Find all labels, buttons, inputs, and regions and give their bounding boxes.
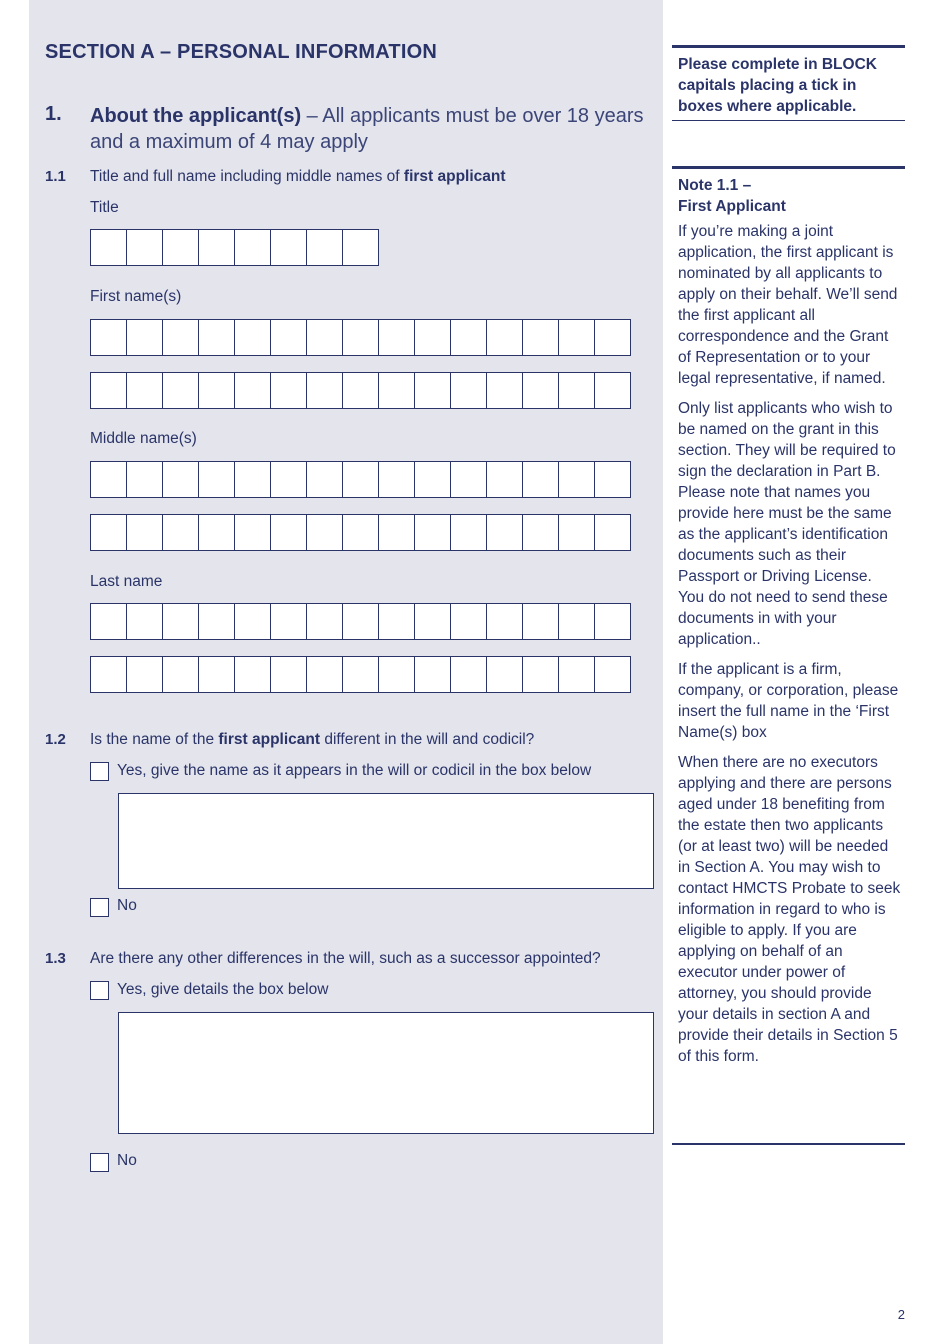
character-box[interactable] bbox=[450, 372, 487, 409]
character-box[interactable] bbox=[522, 372, 559, 409]
character-box[interactable] bbox=[270, 372, 307, 409]
first-name-label: First name(s) bbox=[90, 288, 182, 305]
question-1-2-number: 1.2 bbox=[45, 731, 66, 748]
character-box[interactable] bbox=[522, 319, 559, 356]
character-box[interactable] bbox=[90, 656, 127, 693]
question-1-number: 1. bbox=[45, 103, 62, 125]
sidebar-rule-note-bottom bbox=[672, 1143, 905, 1145]
character-box[interactable] bbox=[558, 514, 595, 551]
note-paragraph: When there are no executors applying and there are persons aged under 18 benefiting from the estate then two applicants (or at least two) will be needed in Section A. You may wish to contact HMCTS Probate to seek information in regard to who is eligible to apply. If you are applying on behalf of an executor under power of attorney, you should provide your details in section A and provide their details in Section 5 of this form. bbox=[678, 754, 901, 1065]
question-1-text bbox=[90, 103, 660, 155]
question-1-1-text-bold: first applicant bbox=[403, 168, 506, 185]
character-box[interactable] bbox=[126, 514, 163, 551]
character-box[interactable] bbox=[306, 461, 343, 498]
character-box[interactable] bbox=[162, 229, 199, 266]
character-box[interactable] bbox=[414, 656, 451, 693]
middle-name-input-row-1[interactable] bbox=[90, 461, 630, 498]
q1-3-no-checkbox[interactable] bbox=[90, 1153, 109, 1172]
character-box[interactable] bbox=[90, 229, 127, 266]
character-box[interactable] bbox=[558, 461, 595, 498]
character-box[interactable] bbox=[594, 372, 631, 409]
character-box[interactable] bbox=[378, 603, 415, 640]
character-box[interactable] bbox=[378, 461, 415, 498]
character-box[interactable] bbox=[522, 461, 559, 498]
character-box[interactable] bbox=[378, 514, 415, 551]
character-box[interactable] bbox=[306, 229, 343, 266]
character-box[interactable] bbox=[306, 319, 343, 356]
character-box[interactable] bbox=[90, 603, 127, 640]
character-box[interactable] bbox=[162, 514, 199, 551]
character-box[interactable] bbox=[486, 603, 523, 640]
character-box[interactable] bbox=[342, 319, 379, 356]
character-box[interactable] bbox=[450, 461, 487, 498]
character-box[interactable] bbox=[594, 603, 631, 640]
character-box[interactable] bbox=[414, 514, 451, 551]
character-box[interactable] bbox=[198, 514, 235, 551]
character-box[interactable] bbox=[126, 603, 163, 640]
character-box[interactable] bbox=[198, 229, 235, 266]
character-box[interactable] bbox=[90, 319, 127, 356]
character-box[interactable] bbox=[162, 656, 199, 693]
sidebar-rule-instruction-bottom bbox=[672, 120, 905, 121]
character-box[interactable] bbox=[306, 514, 343, 551]
character-box[interactable] bbox=[162, 461, 199, 498]
first-name-input-row-1[interactable] bbox=[90, 319, 630, 356]
q1-3-no-label: No bbox=[117, 1152, 137, 1169]
character-box[interactable] bbox=[414, 603, 451, 640]
note-body bbox=[678, 221, 902, 1076]
first-name-input-row-2[interactable] bbox=[90, 372, 630, 409]
character-box[interactable] bbox=[90, 461, 127, 498]
note-heading bbox=[678, 175, 902, 217]
character-box[interactable] bbox=[234, 603, 271, 640]
character-box[interactable] bbox=[126, 319, 163, 356]
character-box[interactable] bbox=[198, 461, 235, 498]
question-1-2-text-before: Is the name of the bbox=[90, 731, 219, 748]
character-box[interactable] bbox=[198, 603, 235, 640]
q1-2-yes-label: Yes, give the name as it appears in the will or codicil in the box below bbox=[117, 762, 592, 779]
q1-2-no-checkbox[interactable] bbox=[90, 898, 109, 917]
middle-name-input-row-2[interactable] bbox=[90, 514, 630, 551]
middle-name-label: Middle name(s) bbox=[90, 430, 197, 447]
q1-2-yes-checkbox[interactable] bbox=[90, 762, 109, 781]
character-box[interactable] bbox=[90, 514, 127, 551]
character-box[interactable] bbox=[234, 656, 271, 693]
question-1-2-text bbox=[90, 731, 534, 749]
character-box[interactable] bbox=[378, 319, 415, 356]
q1-2-name-textarea[interactable] bbox=[118, 793, 654, 889]
title-input-row[interactable] bbox=[90, 229, 378, 266]
character-box[interactable] bbox=[558, 372, 595, 409]
character-box[interactable] bbox=[126, 372, 163, 409]
note-heading-line-1: Note 1.1 – bbox=[678, 177, 752, 194]
last-name-input-row-1[interactable] bbox=[90, 603, 630, 640]
character-box[interactable] bbox=[198, 372, 235, 409]
sidebar-rule-top bbox=[672, 45, 905, 48]
character-box[interactable] bbox=[558, 656, 595, 693]
character-box[interactable] bbox=[162, 372, 199, 409]
character-box[interactable] bbox=[594, 514, 631, 551]
character-box[interactable] bbox=[522, 656, 559, 693]
character-box[interactable] bbox=[270, 229, 307, 266]
question-1-title: About the applicant(s) bbox=[90, 105, 302, 127]
character-box[interactable] bbox=[522, 514, 559, 551]
q1-3-yes-checkbox[interactable] bbox=[90, 981, 109, 1000]
character-box[interactable] bbox=[306, 603, 343, 640]
question-1-1-text bbox=[90, 168, 506, 186]
character-box[interactable] bbox=[126, 461, 163, 498]
character-box[interactable] bbox=[126, 229, 163, 266]
character-box[interactable] bbox=[450, 656, 487, 693]
character-box[interactable] bbox=[342, 603, 379, 640]
character-box[interactable] bbox=[522, 603, 559, 640]
section-title: SECTION A – PERSONAL INFORMATION bbox=[45, 41, 437, 63]
q1-2-no-label: No bbox=[117, 897, 137, 914]
character-box[interactable] bbox=[342, 229, 379, 266]
character-box[interactable] bbox=[414, 461, 451, 498]
character-box[interactable] bbox=[270, 656, 307, 693]
character-box[interactable] bbox=[234, 319, 271, 356]
question-1-2-text-after: different in the will and codicil? bbox=[320, 731, 535, 748]
question-1-1-text-before: Title and full name including middle names of bbox=[90, 168, 404, 185]
character-box[interactable] bbox=[270, 461, 307, 498]
character-box[interactable] bbox=[342, 461, 379, 498]
character-box[interactable] bbox=[162, 603, 199, 640]
last-name-input-row-2[interactable] bbox=[90, 656, 630, 693]
question-1-2-text-bold: first applicant bbox=[218, 731, 321, 748]
title-label: Title bbox=[90, 199, 119, 216]
sidebar-rule-note-top bbox=[672, 166, 905, 169]
character-box[interactable] bbox=[270, 603, 307, 640]
character-box[interactable] bbox=[450, 319, 487, 356]
character-box[interactable] bbox=[378, 372, 415, 409]
character-box[interactable] bbox=[450, 514, 487, 551]
question-1-1-number: 1.1 bbox=[45, 168, 66, 185]
character-box[interactable] bbox=[162, 319, 199, 356]
character-box[interactable] bbox=[306, 372, 343, 409]
character-box[interactable] bbox=[126, 656, 163, 693]
character-box[interactable] bbox=[270, 514, 307, 551]
character-box[interactable] bbox=[594, 319, 631, 356]
q1-3-yes-label: Yes, give details the box below bbox=[117, 981, 329, 998]
note-paragraph: Only list applicants who wish to be named on the grant in this section. They will be required to sign the declaration in Part B. Please note that names you provide here must be the same as the applicant’s identification documents such as their Passport or Driving License. You do not need to send these documents in with your application.. bbox=[678, 400, 896, 648]
note-heading-line-2: First Applicant bbox=[678, 198, 786, 215]
q1-3-details-textarea[interactable] bbox=[118, 1012, 654, 1134]
character-box[interactable] bbox=[486, 372, 523, 409]
character-box[interactable] bbox=[234, 461, 271, 498]
character-box[interactable] bbox=[342, 514, 379, 551]
character-box[interactable] bbox=[270, 319, 307, 356]
character-box[interactable] bbox=[342, 656, 379, 693]
character-box[interactable] bbox=[558, 603, 595, 640]
character-box[interactable] bbox=[378, 656, 415, 693]
character-box[interactable] bbox=[234, 372, 271, 409]
question-1-3-text: Are there any other differences in the will, such as a successor appointed? bbox=[90, 950, 601, 967]
character-box[interactable] bbox=[486, 656, 523, 693]
character-box[interactable] bbox=[234, 229, 271, 266]
note-paragraph: If the applicant is a firm, company, or corporation, please insert the full name in the ‘First Name(s) box bbox=[678, 661, 899, 741]
character-box[interactable] bbox=[90, 372, 127, 409]
question-1-rest: – All applicants must be over 18 years and a maximum of 4 may apply bbox=[90, 105, 644, 153]
character-box[interactable] bbox=[306, 656, 343, 693]
character-box[interactable] bbox=[234, 514, 271, 551]
character-box[interactable] bbox=[594, 656, 631, 693]
character-box[interactable] bbox=[342, 372, 379, 409]
character-box[interactable] bbox=[414, 319, 451, 356]
note-paragraph: If you’re making a joint application, the first applicant is nominated by all applicants to apply on their behalf. We’ll send the first applicant all correspondence and the Grant of Representation or to your legal representative, if named. bbox=[678, 223, 898, 387]
character-box[interactable] bbox=[486, 514, 523, 551]
last-name-label: Last name bbox=[90, 573, 163, 590]
character-box[interactable] bbox=[486, 461, 523, 498]
sidebar-instruction: Please complete in BLOCK capitals placing a tick in boxes where applicable. bbox=[678, 56, 877, 115]
character-box[interactable] bbox=[198, 656, 235, 693]
character-box[interactable] bbox=[594, 461, 631, 498]
page-number: 2 bbox=[897, 1307, 905, 1322]
character-box[interactable] bbox=[450, 603, 487, 640]
character-box[interactable] bbox=[198, 319, 235, 356]
character-box[interactable] bbox=[486, 319, 523, 356]
question-1-3-number: 1.3 bbox=[45, 950, 66, 967]
character-box[interactable] bbox=[558, 319, 595, 356]
character-box[interactable] bbox=[414, 372, 451, 409]
